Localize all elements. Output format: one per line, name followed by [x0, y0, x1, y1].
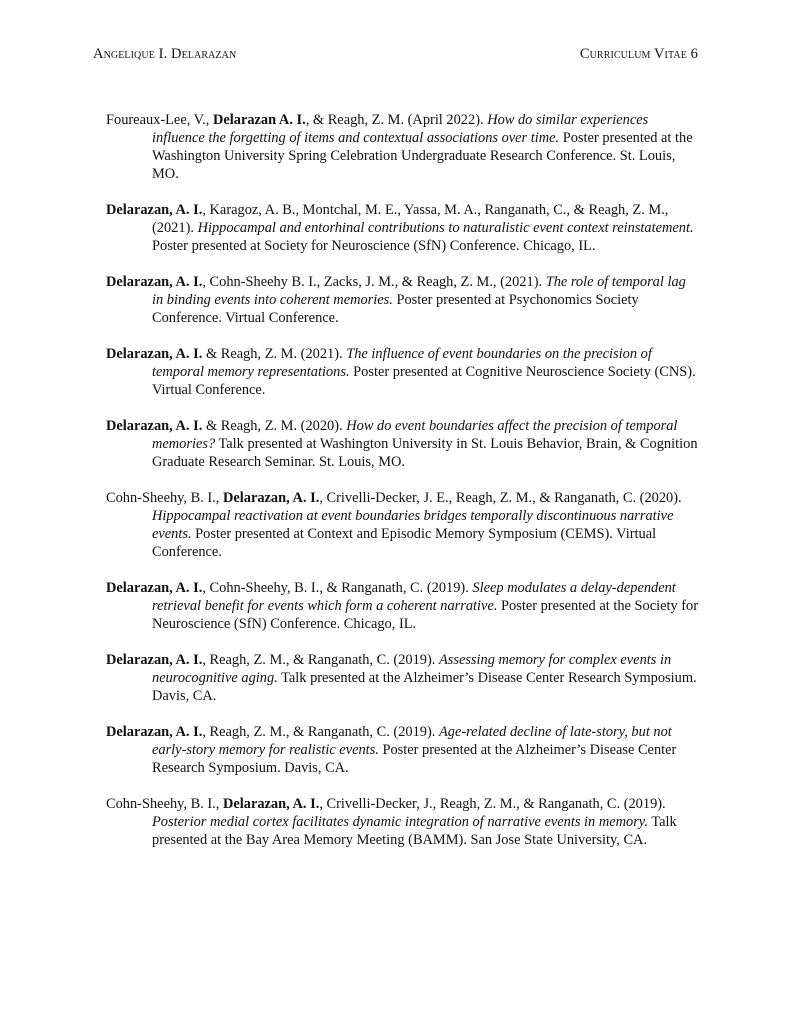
citation-title: Hippocampal reactivation at event boundaries bridges temporally discontinuous narrative events. — [152, 508, 674, 542]
citation-title: The role of temporal lag in binding events into coherent memories. — [152, 274, 686, 308]
citation-details: Talk presented at Washington University in St. Louis Behavior, Brain, & Cognition Graduate Research Seminar. St. Louis, MO. — [152, 436, 698, 470]
citation-title: Hippocampal and entorhinal contributions to naturalistic event context reinstatement. — [197, 220, 694, 236]
header-title-page-number: Curriculum Vitae 6 — [579, 46, 698, 62]
citation-details: Poster presented at Context and Episodic Memory Symposium (CEMS). Virtual Conference. — [152, 526, 657, 560]
citation-title: How do similar experiences influence the forgetting of items and contextual associations over time. — [152, 112, 649, 146]
citation-details: Talk presented at the Alzheimer’s Disease Center Research Symposium. Davis, CA. — [152, 670, 697, 704]
citation-self-author: Delarazan, A. I. — [106, 724, 203, 740]
citation-entry — [106, 723, 700, 777]
citation-entry — [106, 201, 700, 255]
citation-authors-date: , Reagh, Z. M., & Ranganath, C. (2019). — [202, 652, 439, 668]
citation-title: Sleep modulates a delay-dependent retrieval benefit for events which form a coherent narrative. — [152, 580, 676, 614]
citation-self-author: Delarazan, A. I. — [106, 652, 203, 668]
page-header — [93, 46, 698, 66]
citation-authors: Foureaux-Lee, V., — [106, 112, 213, 128]
citation-entry — [106, 417, 700, 471]
citation-title: How do event boundaries affect the precision of temporal memories? — [152, 418, 678, 452]
citation-authors-date: , Crivelli-Decker, J. E., Reagh, Z. M., & Ranganath, C. (2020). — [319, 490, 682, 506]
citation-self-author: Delarazan, A. I. — [222, 796, 320, 812]
citation-authors-date: , Cohn-Sheehy, B. I., & Ranganath, C. (2019). — [202, 580, 473, 596]
citation-title: Age-related decline of late-story, but not early-story memory for realistic events. — [152, 724, 672, 758]
citation-entry — [106, 273, 700, 327]
citation-self-author: Delarazan, A. I. — [106, 580, 203, 596]
citation-details: Poster presented at the Alzheimer’s Disease Center Research Symposium. Davis, CA. — [152, 742, 677, 776]
citation-details: Poster presented at Society for Neuroscience (SfN) Conference. Chicago, IL. — [152, 238, 596, 254]
citation-entry — [106, 651, 700, 705]
citation-details: Talk presented at the Bay Area Memory Meeting (BAMM). San Jose State University, CA. — [152, 814, 677, 848]
citation-authors-date: , Crivelli-Decker, J., Reagh, Z. M., & Ranganath, C. (2019). — [319, 796, 666, 812]
citation-self-author: Delarazan A. I. — [212, 112, 306, 128]
citation-entry — [106, 795, 700, 849]
presentations-list — [106, 111, 700, 867]
citation-entry — [106, 345, 700, 399]
citation-authors: Cohn-Sheehy, B. I., — [106, 796, 223, 812]
citation-details: Poster presented at the Society for Neuroscience (SfN) Conference. Chicago, IL. — [152, 598, 699, 632]
citation-authors-date: & Reagh, Z. M. (2020). — [202, 418, 347, 434]
citation-self-author: Delarazan, A. I. — [106, 346, 203, 362]
citation-authors-date: & Reagh, Z. M. (2021). — [202, 346, 347, 362]
citation-self-author: Delarazan, A. I. — [222, 490, 320, 506]
citation-self-author: Delarazan, A. I. — [106, 418, 203, 434]
citation-details: Poster presented at Psychonomics Society Conference. Virtual Conference. — [152, 292, 639, 326]
citation-entry — [106, 579, 700, 633]
citation-authors-date: , Karagoz, A. B., Montchal, M. E., Yassa, M. A., Ranganath, C., & Reagh, Z. M., (2021). — [152, 202, 669, 236]
citation-entry — [106, 111, 700, 183]
citation-details: Poster presented at the Washington University Spring Celebration Undergraduate Research Conference. St. Louis, MO. — [152, 130, 693, 182]
citation-details: Poster presented at Cognitive Neuroscience Society (CNS). Virtual Conference. — [152, 364, 696, 398]
citation-authors-date: , Reagh, Z. M., & Ranganath, C. (2019). — [202, 724, 439, 740]
citation-authors: Cohn-Sheehy, B. I., — [106, 490, 223, 506]
citation-self-author: Delarazan, A. I. — [106, 274, 203, 290]
citation-entry — [106, 489, 700, 561]
citation-self-author: Delarazan, A. I. — [106, 202, 203, 218]
citation-title: Assessing memory for complex events in neurocognitive aging. — [152, 652, 672, 686]
citation-authors-date: , Cohn-Sheehy B. I., Zacks, J. M., & Reagh, Z. M., (2021). — [202, 274, 546, 290]
header-name: Angelique I. Delarazan — [93, 46, 237, 62]
citation-title: The influence of event boundaries on the precision of temporal memory representations. — [152, 346, 652, 380]
citation-authors-date: , & Reagh, Z. M. (April 2022). — [305, 112, 488, 128]
citation-title: Posterior medial cortex facilitates dynamic integration of narrative events in memory. — [152, 814, 648, 830]
